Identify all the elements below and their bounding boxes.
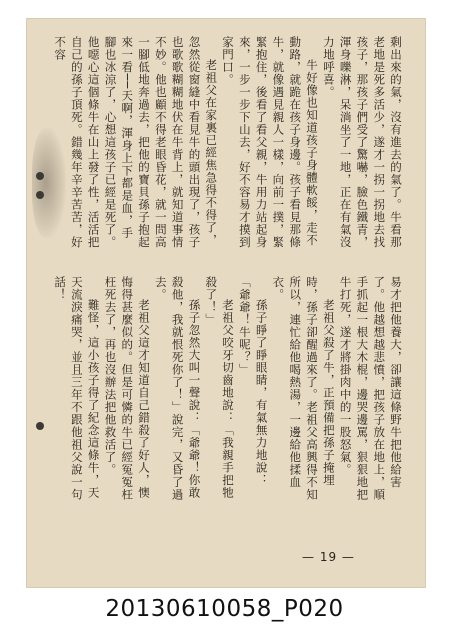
paragraph: 老祖父殺了牛，正預備把孫子掩埋時，孫子卻醒過來了。老祖父高興得不知所以，連忙給他喝熱湯，一邊給他揉血衣。 xyxy=(271,276,336,501)
paragraph: 孫子睜了睜眼睛，有氣無力地說：「爺爺！牛呢？」 xyxy=(237,276,269,487)
paragraph: 難怪，這小孩子得了紀念這條牛，天天流淚痛哭，並且三年不跟他祖父說一句話！ xyxy=(53,276,101,501)
bottom-text-section xyxy=(54,276,404,506)
binding-hole xyxy=(36,172,44,180)
top-text-section xyxy=(54,36,404,250)
binding-hole xyxy=(36,422,44,430)
paragraph: 牛好像也知道孩子身體軟餒，走不動路，就跪在孩子身邊。孩子看見那條牛，就像遇見親人一樣，向前一撲，緊緊抱住，後看了看父親，牛用力站起身來，一步一步下山去，好不容易才摸到家門口。 xyxy=(221,36,320,249)
paragraph: 老祖父在家裏已經焦急得不得了，忽然從窗縫中看見牛的頭出現了，孩子也歌歌糊糊地伏在牛背上，就知道事情不妙。他也顧不得老眼昏花，就一問高一腳低地奔過去，把他的寶貝孫子抱起來一看──天啊，渾身上下都是血，手腳也冰涼了，心想這孩子已經是死了。他噁心這個條牛在山上發了性，活活把自己的孫子頂死。錯幾年辛辛苦苦，好不容 xyxy=(53,36,219,249)
paragraph: 老祖父咬牙切齒地說：「我親手把牠殺了！」 xyxy=(204,276,236,499)
paragraph: 易才把他養大，卻讓這條野牛把他給害了。他越想越悲憤，把孩子放在地上，順手抓起一根大木棍，邊哭邊罵，狠狠地把牛打死，遂才將掛肉中的一股怒氣。 xyxy=(338,276,403,501)
binding-hole xyxy=(36,191,44,199)
paragraph: 剩出來的氣，沒有進去的氣了。牛看那老地是死多活少，遂才一拐一拐地去找孩子，那孩子們受了驚嚇，臉色鐵青，渾身嚛淋，呆淌坐了一地，正在有氣沒力地呼喜。 xyxy=(321,36,403,249)
image-caption: 20130610058_P020 xyxy=(105,596,344,622)
paragraph: 孫子忽然大叫一聲說：「爺爺！你敢殺他，我就恨死你了！」說完，又昏了過去。 xyxy=(153,276,202,501)
paragraph: 老祖父這才知道自己錯殺了好人，懊悔得甚麼似的。但是可憐的牛已經冤冤枉枉死去了，再也沒辦法把他救活了。 xyxy=(103,276,152,501)
page-number: — 19 — xyxy=(302,550,355,564)
